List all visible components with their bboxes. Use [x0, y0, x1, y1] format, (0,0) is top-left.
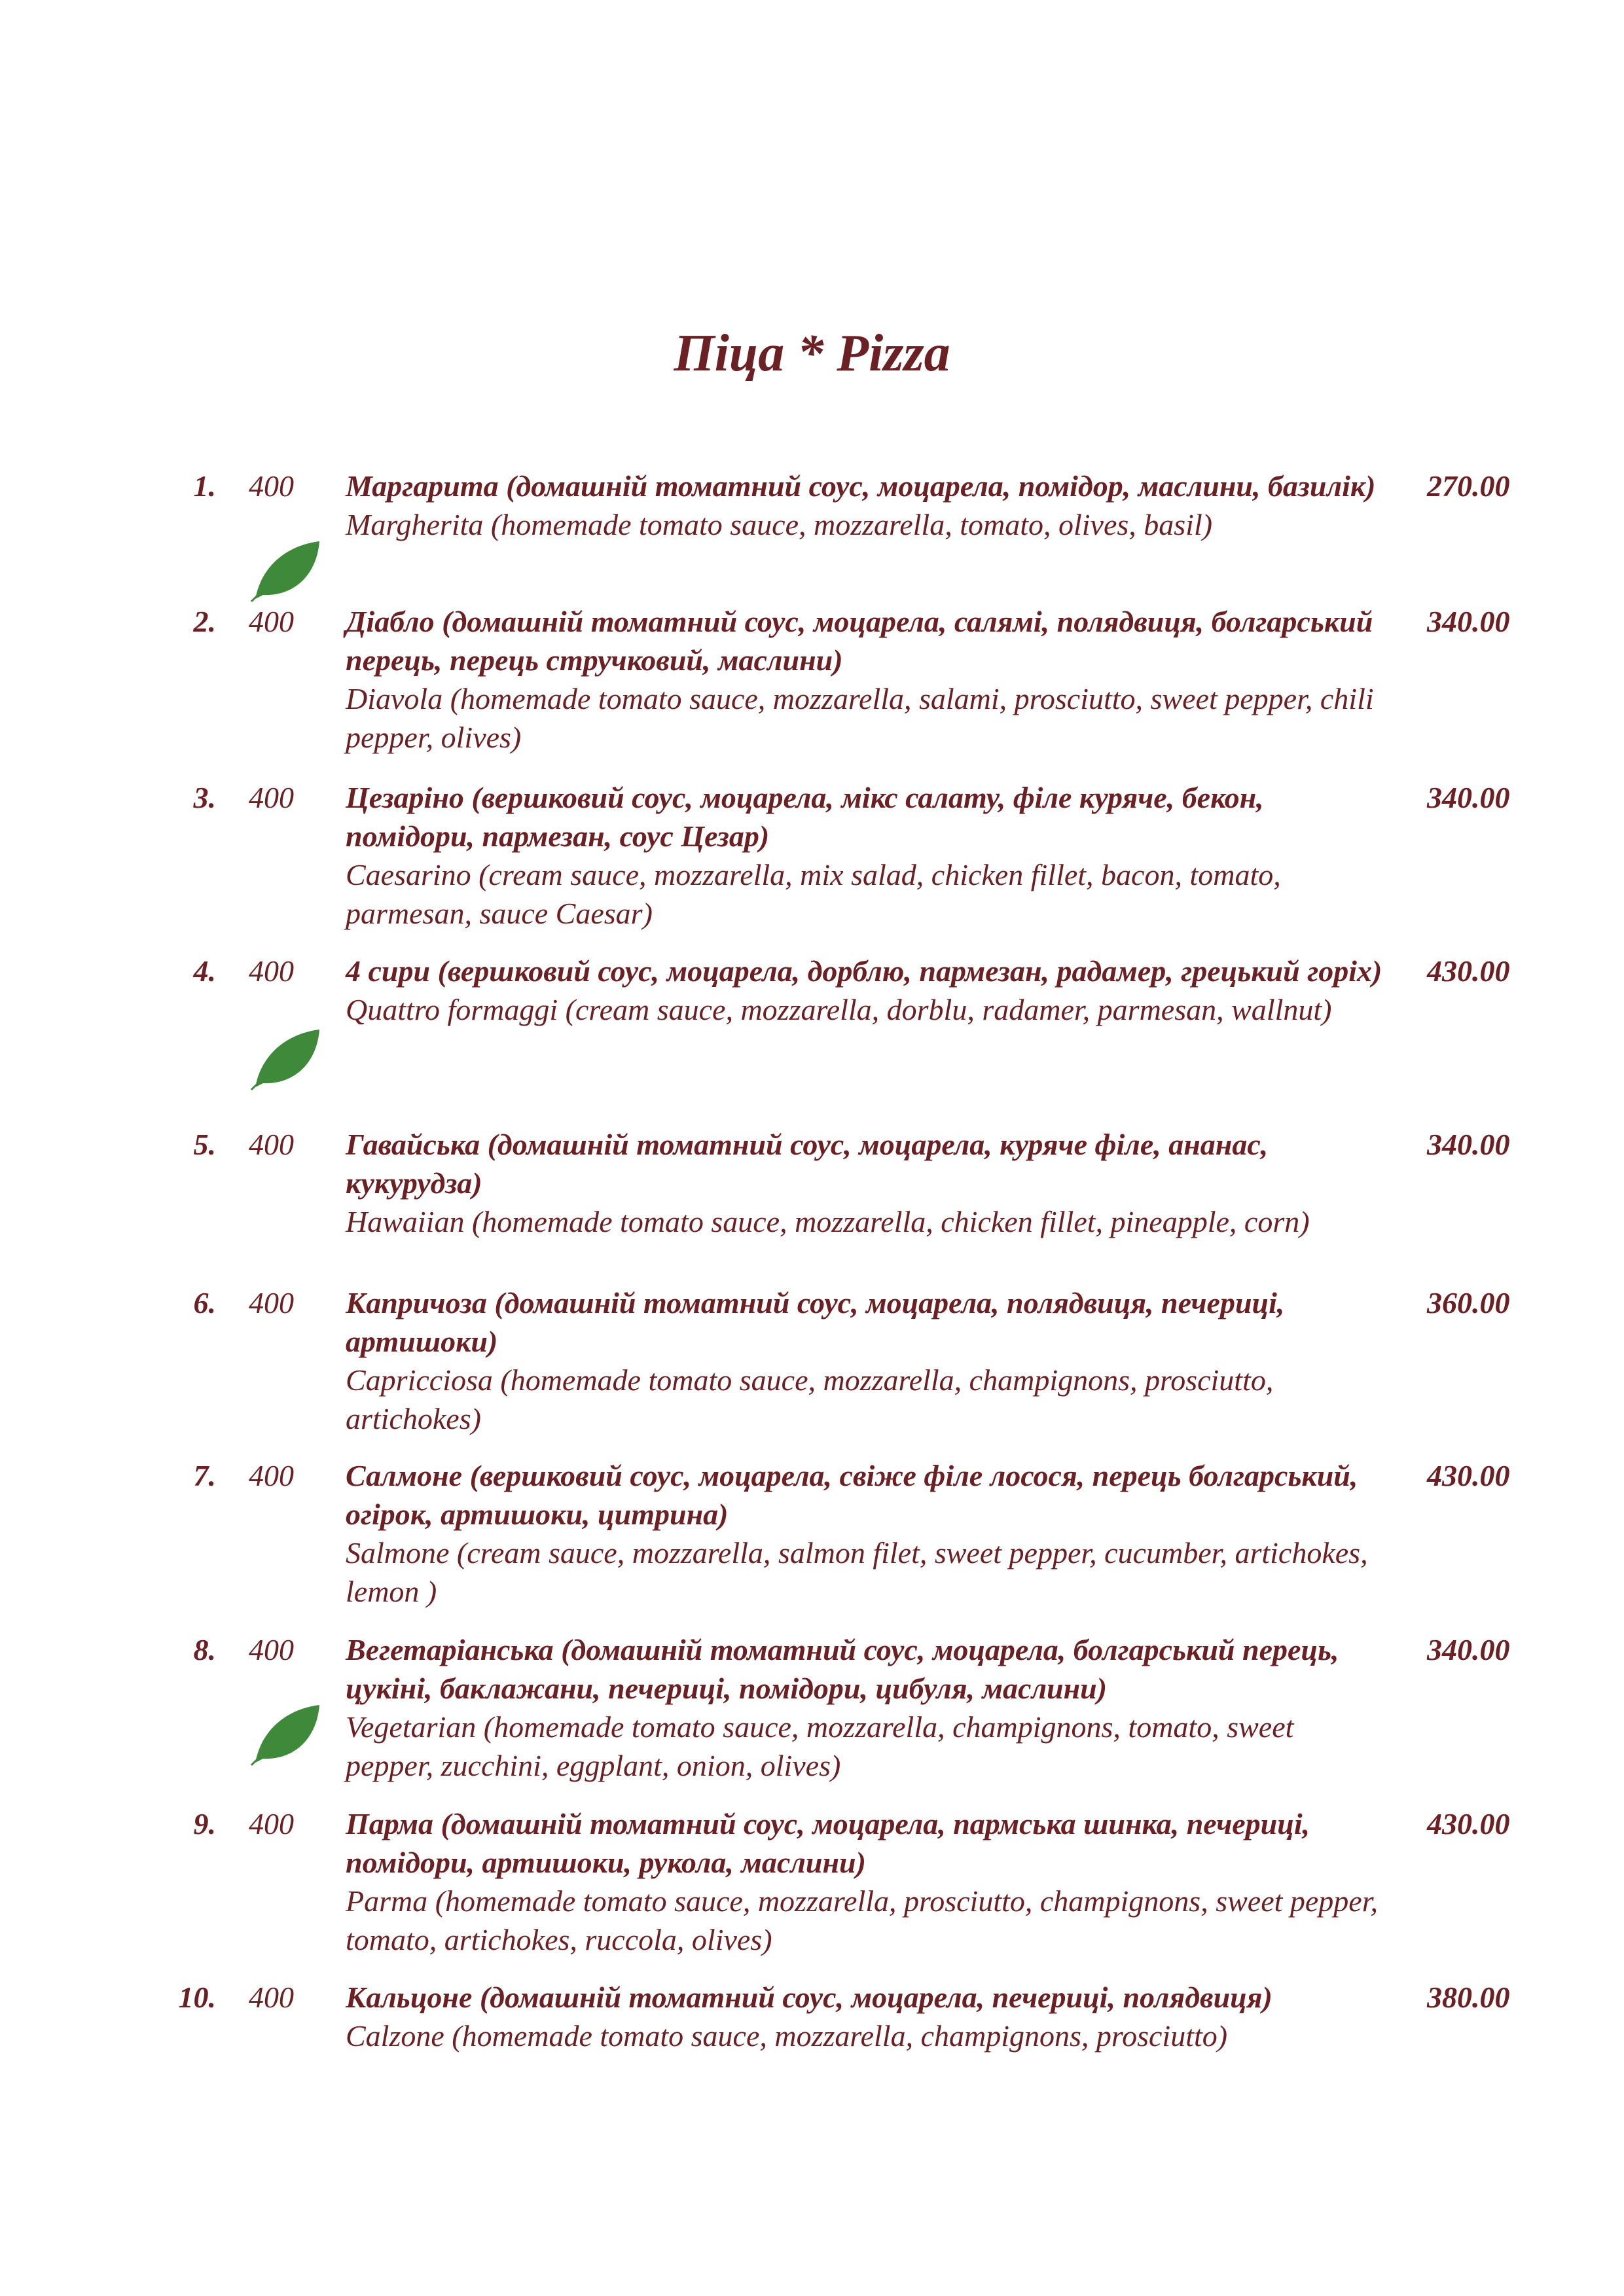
item-number: 2. [193, 605, 216, 638]
item-number: 7. [193, 1459, 216, 1492]
item-weight: 400 [249, 1633, 294, 1666]
item-english-name: Capricciosa (homemade tomato sauce, mozzarella, champignons, prosciutto, artichokes) [346, 1363, 1274, 1435]
item-english-name: Vegetarian (homemade tomato sauce, mozzarella, champignons, tomato, sweet pepper, zucchini, eggplant, onion, olives) [346, 1710, 1294, 1782]
leaf-icon [249, 1027, 321, 1092]
item-name: Вегетаріанська (домашній томатний соус, моцарела, болгарський перець, цукіні, баклажани, печериці, помідори, цибуля, маслини) [346, 1633, 1339, 1705]
item-weight: 400 [249, 1981, 294, 2014]
item-price: 430.00 [1427, 954, 1510, 988]
item-price: 340.00 [1427, 1633, 1510, 1666]
item-weight: 400 [249, 1286, 294, 1319]
item-english-name: Hawaiian (homemade tomato sauce, mozzarella, chicken fillet, pineapple, corn) [346, 1205, 1310, 1238]
item-price: 430.00 [1427, 1807, 1510, 1840]
item-number: 4. [193, 954, 216, 988]
item-number: 9. [193, 1807, 216, 1840]
item-name: Гавайська (домашній томатний соус, моцарела, куряче філе, ананас, кукурудза) [346, 1128, 1269, 1200]
item-weight: 400 [249, 1807, 294, 1840]
item-name: Парма (домашній томатний соус, моцарела, пармська шинка, печериці, помідори, артишоки, рукола, маслини) [346, 1807, 1310, 1879]
item-english-name: Margherita (homemade tomato sauce, mozzarella, tomato, olives, basil) [346, 508, 1213, 541]
item-number: 5. [193, 1128, 216, 1161]
item-price: 430.00 [1427, 1459, 1510, 1492]
item-number: 6. [193, 1286, 216, 1319]
item-price: 360.00 [1427, 1286, 1510, 1319]
item-english-name: Calzone (homemade tomato sauce, mozzarella, champignons, prosciutto) [346, 2019, 1228, 2053]
item-weight: 400 [249, 1459, 294, 1492]
item-english-name: Diavola (homemade tomato sauce, mozzarella, salami, prosciutto, sweet pepper, chili pepper, olives) [346, 682, 1374, 754]
item-english-name: Caesarino (cream sauce, mozzarella, mix salad, chicken fillet, bacon, tomato, parmesan, sauce Caesar) [346, 858, 1281, 930]
item-weight: 400 [249, 605, 294, 638]
item-name: Салмоне (вершковий соус, моцарела, свіже філе лосося, перець болгарський, огірок, артишоки, цитрина) [346, 1459, 1358, 1531]
item-name: Кальцоне (домашній томатний соус, моцарела, печериці, полядвиця) [346, 1981, 1272, 2014]
item-price: 380.00 [1427, 1981, 1510, 2014]
item-name: Маргарита (домашній томатний соус, моцарела, помідор, маслини, базилік) [346, 469, 1376, 503]
item-weight: 400 [249, 954, 294, 988]
item-weight: 400 [249, 781, 294, 814]
item-number: 10. [178, 1981, 216, 2014]
item-number: 3. [193, 781, 216, 814]
item-english-name: Salmone (cream sauce, mozzarella, salmon filet, sweet pepper, cucumber, artichokes, lemon ) [346, 1536, 1368, 1608]
leaf-icon [249, 539, 321, 604]
item-price: 340.00 [1427, 781, 1510, 814]
page-title: Піца * Pizza [674, 325, 950, 382]
item-name: Діабло (домашній томатний соус, моцарела, салямі, полядвиця, болгарський перець, перець стручковий, маслини) [346, 605, 1373, 677]
item-name: 4 сири (вершковий соус, моцарела, дорблю, пармезан, радамер, грецький горіх) [346, 954, 1382, 988]
leaf-icon [249, 1702, 321, 1768]
item-name: Цезаріно (вершковий соус, моцарела, мікс салату, філе куряче, бекон, помідори, пармезан, соус Цезар) [346, 781, 1264, 853]
item-weight: 400 [249, 469, 294, 503]
item-english-name: Parma (homemade tomato sauce, mozzarella, prosciutto, champignons, sweet pepper, tomato, artichokes, ruccola, olives) [346, 1884, 1379, 1956]
item-number: 8. [193, 1633, 216, 1666]
item-english-name: Quattro formaggi (cream sauce, mozzarella, dorblu, radamer, parmesan, wallnut) [346, 993, 1332, 1026]
item-name: Капричоза (домашній томатний соус, моцарела, полядвиця, печериці, артишоки) [346, 1286, 1285, 1358]
item-price: 340.00 [1427, 1128, 1510, 1161]
item-price: 340.00 [1427, 605, 1510, 638]
item-number: 1. [193, 469, 216, 503]
item-price: 270.00 [1427, 469, 1510, 503]
item-weight: 400 [249, 1128, 294, 1161]
